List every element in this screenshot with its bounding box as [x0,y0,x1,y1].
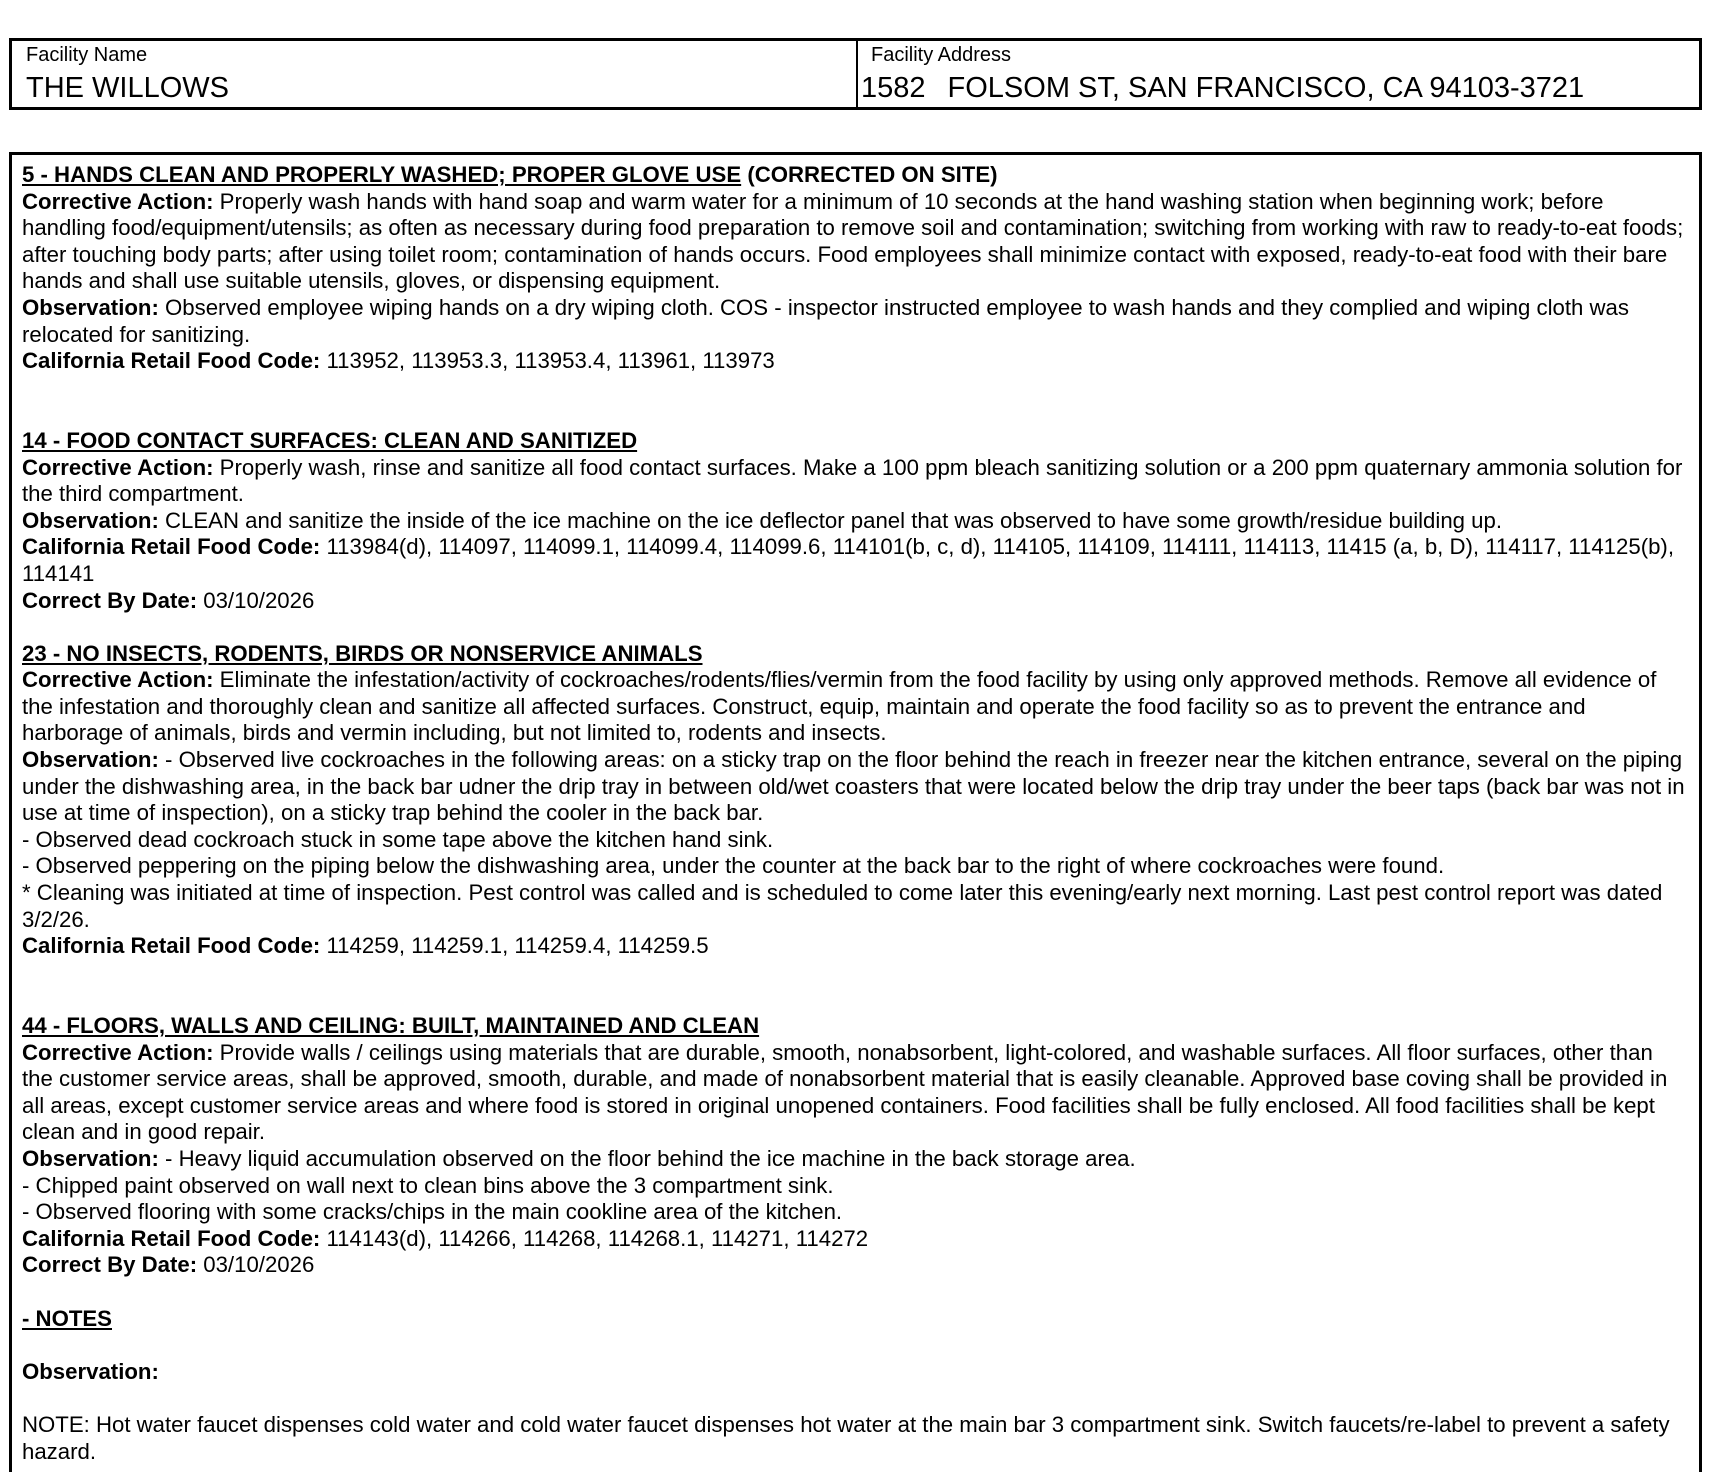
food-code: California Retail Food Code: 114259, 114259.1, 114259.4, 114259.5 [22,933,709,959]
corrective-action: Corrective Action: Properly wash, rinse and sanitize all food contact surfaces. Make a 100 ppm bleach sanitizing solution or a 200 ppm quaternary ammonia solution for the third compartment. [22,454,1683,507]
observation: Observation: - Heavy liquid accumulation observed on the floor behind the ice machine in the back storage area. [22,1145,1136,1171]
notes-observation-label: Observation: [22,1358,159,1384]
observation-line: - Chipped paint observed on wall next to clean bins above the 3 compartment sink. [22,1172,834,1198]
facility-address-label: Facility Address [871,44,1012,66]
violation-title: 14 - FOOD CONTACT SURFACES: CLEAN AND SANITIZED [22,427,638,453]
facility-address-value [861,71,1584,105]
corrective-action: Corrective Action: Eliminate the infestation/activity of cockroaches/rodents/flies/vermin from the food facility by using only approved methods. Remove all evidence of the infestation and thoroughly clean and sanitize all affected surfaces. Construct, equip, maintain and operate the food facility so as to prevent the entrance and harborage of animals, birds and vermin including, but not limited to, rodents and insects. [22,667,1657,746]
notes-section [22,1306,1689,1466]
facility-name-label: Facility Name [26,44,148,66]
violation-23 [22,641,1689,960]
street-address: FOLSOM ST, SAN FRANCISCO, CA 94103-3721 [947,72,1585,104]
violation-title: 23 - NO INSECTS, RODENTS, BIRDS OR NONSERVICE ANIMALS [22,640,703,666]
violation-title: 44 - FLOORS, WALLS AND CEILING: BUILT, MAINTAINED AND CLEAN [22,1013,760,1038]
facility-name-value: THE WILLOWS [26,72,230,104]
observation-line: - Observed flooring with some cracks/chips in the main cookline area of the kitchen. [22,1199,843,1225]
violation-title: 5 - HANDS CLEAN AND PROPERLY WASHED; PROPER GLOVE USE (CORRECTED ON SITE) [22,162,998,187]
observation-line: - Observed dead cockroach stuck in some tape above the kitchen hand sink. [22,826,774,852]
notes-text: NOTE: Hot water faucet dispenses cold water and cold water faucet dispenses hot water at the main bar 3 compartment sink. Switch faucets/re-label to prevent a safety hazard. [22,1411,1670,1464]
correct-by-date: Correct By Date: 03/10/2026 [22,1252,315,1278]
notes-title: - NOTES [22,1305,112,1331]
food-code: California Retail Food Code: 114143(d), 114266, 114268, 114268.1, 114271, 114272 [22,1225,869,1251]
facility-name-cell [12,41,858,107]
violation-5 [22,162,1689,375]
observation: Observation: - Observed live cockroaches in the following areas: on a sticky trap on the floor behind the reach in freezer near the kitchen entrance, several on the piping under the dishwashing area, in the back bar udner the drip tray in between old/wet coasters that were located below the drip tray under the beer taps (back bar was not in use at time of inspection), on a sticky trap behind the cooler in the back bar. [22,747,1685,826]
observation-line: * Cleaning was initiated at time of inspection. Pest control was called and is scheduled to come later this evening/early next morning. Last pest control report was dated 3/2/26. [22,880,1663,932]
food-code: California Retail Food Code: 113952, 113953.3, 113953.4, 113961, 113973 [22,348,775,374]
street-number: 1582 [861,72,926,104]
correct-by-date: Correct By Date: 03/10/2026 [22,587,315,613]
food-code: California Retail Food Code: 113984(d), 114097, 114099.1, 114099.4, 114099.6, 114101(b, c, d), 114105, 114109, 114111, 114113, 11415 (a, b, D), 114117, 114125(b), 114141 [22,534,1674,586]
corrective-action: Corrective Action: Properly wash hands with hand soap and warm water for a minimum of 10 seconds at the hand washing station when beginning work; before handling food/equipment/utensils; as often as necessary during food preparation to remove soil and contamination; switching from working with raw to ready-to-eat foods; after touching body parts; after using toilet room; contamination of hands occurs. Food employees shall minimize contact with exposed, ready-to-eat food with their bare hands and shall use suitable utensils, gloves, or dispensing equipment. [22,188,1684,294]
observation: Observation: CLEAN and sanitize the inside of the ice machine on the ice deflector panel that was observed to have some growth/residue building up. [22,507,1503,533]
violations-report [9,152,1702,1472]
observation: Observation: Observed employee wiping hands on a dry wiping cloth. COS - inspector instructed employee to wash hands and they complied and wiping cloth was relocated for sanitizing. [22,294,1629,347]
violation-44 [22,1013,1689,1279]
observation-line: - Observed peppering on the piping below the dishwashing area, under the counter at the back bar to the right of where cockroaches were found. [22,853,1445,879]
violation-14 [22,428,1689,614]
facility-address-cell [858,41,1699,107]
facility-header [9,38,1702,110]
corrective-action: Corrective Action: Provide walls / ceilings using materials that are durable, smooth, nonabsorbent, light-colored, and washable surfaces. All floor surfaces, other than the customer service areas, shall be approved, smooth, durable, and made of nonabsorbent material that is easily cleanable. Approved base coving shall be provided in all areas, except customer service areas and where food is stored in original unopened containers. Food facilities shall be fully enclosed. All food facilities shall be kept clean and in good repair. [22,1039,1668,1145]
